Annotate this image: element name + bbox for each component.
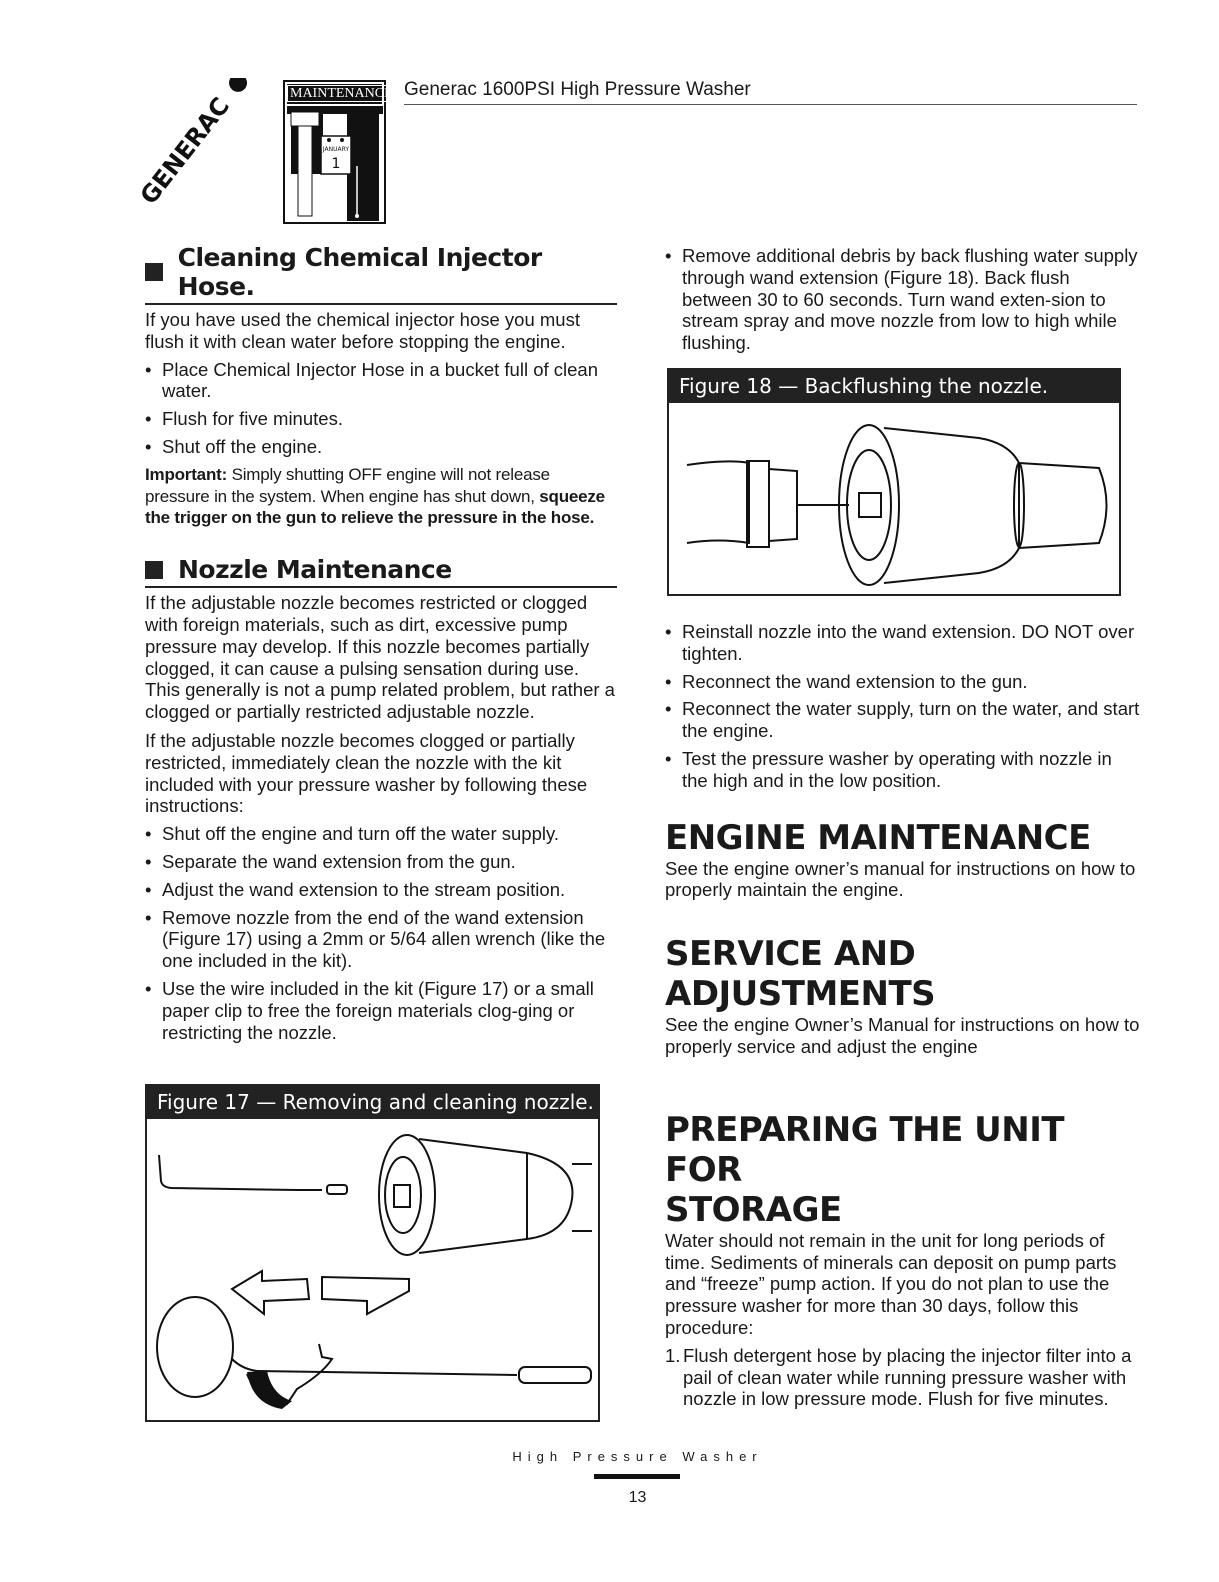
nozzle-para-1: If the adjustable nozzle becomes restricted or clogged with foreign materials, such as dirt, excessive pump pressure may develop. If this nozzle becomes partially clogged, it can cause a pulsing sensation during use. This generally is not a pump related problem, but rather a clogged or partially restricted adjustable nozzle. — [145, 592, 615, 723]
nozzle-heading: Nozzle Maintenance — [145, 555, 617, 588]
engine-text: See the engine owner’s manual for instructions on how to properly maintain the engine. — [665, 857, 1136, 901]
calendar-wrench-icon — [287, 106, 383, 221]
list-item: • Shut off the engine and turn off the water supply. — [145, 823, 617, 845]
list-item: • Remove additional debris by back flushing water supply through wand extension (Figure 18). Back flush between 30 to 60 seconds. Turn wand exten-sion to stream spray and move nozzle from low to high while flushing. — [665, 245, 1140, 354]
list-item: • Place Chemical Injector Hose in a bucket full of clean water. — [145, 359, 617, 403]
page-number: 13 — [628, 1489, 647, 1506]
calendar-month: JANUARY — [322, 146, 350, 153]
maintenance-label: MAINTENANCE — [287, 84, 382, 104]
backflush-illustration — [669, 403, 1119, 594]
list-item: • Reconnect the wand extension to the gun. — [665, 671, 1140, 693]
service-heading-line-2: ADJUSTMENTS — [665, 974, 936, 1015]
list-item: • Flush for five minutes. — [145, 408, 617, 430]
cleaning-heading: Cleaning Chemical Injector Hose. — [145, 243, 617, 305]
cleaning-intro: If you have used the chemical injector hose you must flush it with clean water before stopping the engine. — [145, 309, 580, 352]
right-column — [665, 243, 1140, 360]
generac-logo — [140, 78, 270, 223]
list-item: 1. Flush detergent hose by placing the injector filter into a pail of clean water while running pressure washer with nozzle in low pressure mode. Flush for five minutes. — [665, 1344, 1132, 1410]
calendar-day: 1 — [331, 156, 341, 172]
maintenance-badge — [283, 80, 393, 224]
important-note: Important: Simply shutting OFF engine will not release pressure in the system. When engine has shut down, squeeze the trigger on the gun to relieve the pressure in the hose. — [145, 464, 605, 528]
brand-text: GENERAC — [140, 92, 236, 210]
figure-18 — [667, 368, 1121, 596]
service-text: See the engine Owner’s Manual for instructions on how to properly service and adjust the engine — [665, 1014, 1140, 1057]
list-item: • Adjust the wand extension to the stream position. — [145, 879, 617, 901]
figure-17-caption: Figure 17 — Removing and cleaning nozzle. — [147, 1086, 598, 1119]
list-item: • Separate the wand extension from the gun. — [145, 851, 617, 873]
list-item: • Reinstall nozzle into the wand extension. DO NOT over tighten. — [665, 621, 1140, 665]
list-item: • Use the wire included in the kit (Figure 17) or a small paper clip to free the foreign materials clog-ging or restricting the nozzle. — [145, 978, 617, 1043]
list-item: • Shut off the engine. — [145, 436, 617, 458]
nozzle-para-2: If the adjustable nozzle becomes clogged or partially restricted, immediately clean the nozzle with the kit included with your pressure washer by following these instructions: — [145, 729, 588, 817]
document-title: Generac 1600PSI High Pressure Washer — [404, 79, 751, 100]
square-bullet-icon — [145, 561, 163, 579]
cleaning-bullets — [145, 359, 617, 458]
storage-heading-line-1: PREPARING THE UNIT FOR — [665, 1109, 1065, 1190]
figure-17 — [145, 1084, 600, 1422]
list-item: • Test the pressure washer by operating with nozzle in the high and in the low position. — [665, 748, 1140, 792]
list-item: • Reconnect the water supply, turn on the water, and start the engine. — [665, 698, 1140, 742]
left-column — [145, 243, 617, 1049]
header-rule — [404, 104, 1137, 105]
engine-heading: ENGINE MAINTENANCE — [665, 817, 1091, 858]
nozzle-bullets — [145, 823, 617, 1043]
reinstall-bullets — [665, 621, 1140, 792]
right-column-lower — [665, 615, 1140, 1410]
storage-steps — [665, 1345, 1140, 1410]
backflush-bullets — [665, 245, 1140, 354]
footer-bar — [594, 1474, 680, 1479]
storage-heading-line-2: STORAGE — [665, 1189, 842, 1230]
storage-text: Water should not remain in the unit for long periods of time. Sediments of minerals can deposit on pump parts and “freeze” pump action. If you do not plan to use the pressure washer for more than 30 days, follow this procedure: — [665, 1229, 1117, 1338]
figure-18-caption: Figure 18 — Backflushing the nozzle. — [669, 370, 1119, 403]
square-bullet-icon — [145, 263, 163, 281]
nozzle-cleaning-illustration — [147, 1119, 598, 1420]
footer-label: High Pressure Washer — [512, 1449, 763, 1464]
service-heading-line-1: SERVICE AND — [665, 934, 916, 975]
list-item: • Remove nozzle from the end of the wand extension (Figure 17) using a 2mm or 5/64 allen wrench (like the one included in the kit). — [145, 907, 617, 972]
